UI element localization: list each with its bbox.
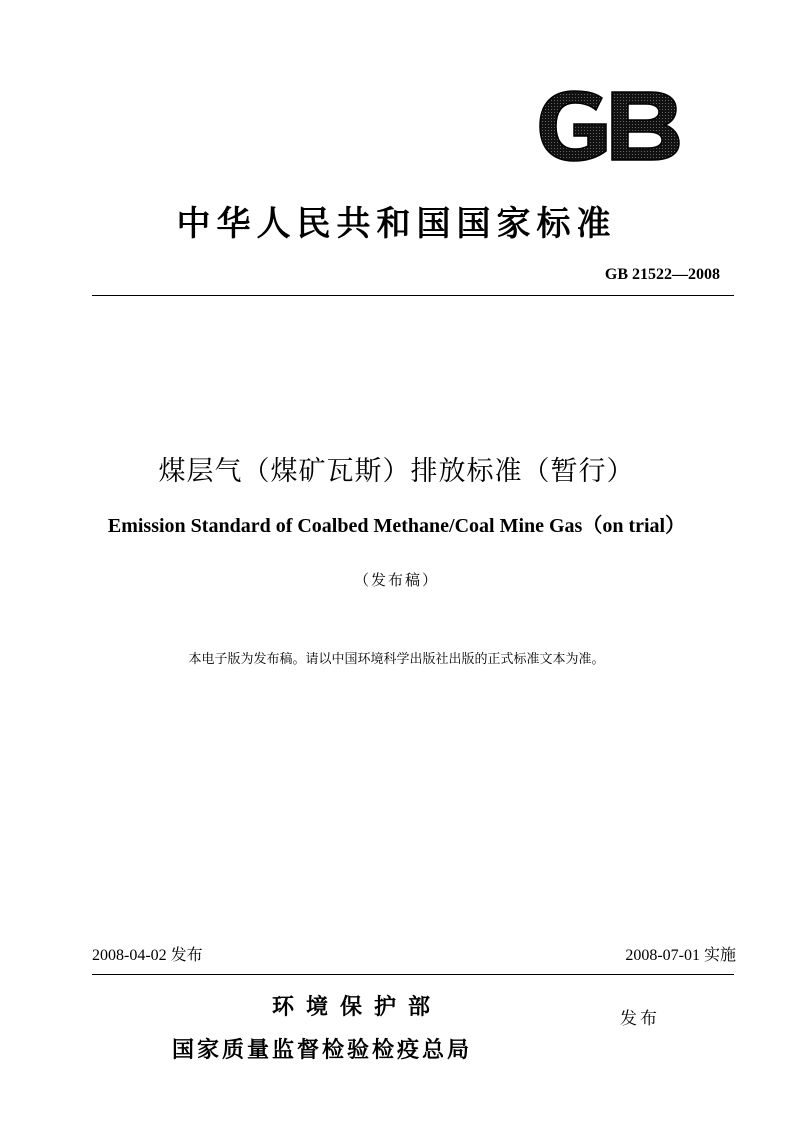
implementation-date: 2008-07-01 实施	[625, 947, 736, 964]
gb-logo	[538, 90, 680, 162]
national-standard-title: 中华人民共和国国家标准	[176, 204, 617, 244]
top-divider	[92, 295, 734, 296]
title-english: Emission Standard of Coalbed Methane/Coal Mine Gas（on trial）	[107, 515, 686, 537]
notice-text: 本电子版为发布稿。请以中国环境科学出版社出版的正式标准文本为准。	[188, 652, 605, 667]
draft-label: （发布稿）	[353, 571, 439, 589]
standard-code: GB 21522—2008	[604, 266, 720, 283]
issuer-ministry: 环境保护部	[272, 995, 443, 1020]
title-chinese: 煤层气（煤矿瓦斯）排放标准（暂行）	[158, 456, 635, 487]
bottom-divider	[92, 974, 734, 975]
issuer-aqsiq: 国家质量监督检验检疫总局	[172, 1038, 473, 1063]
release-date: 2008-04-02 发布	[92, 947, 203, 964]
issue-label: 发布	[620, 1009, 660, 1029]
